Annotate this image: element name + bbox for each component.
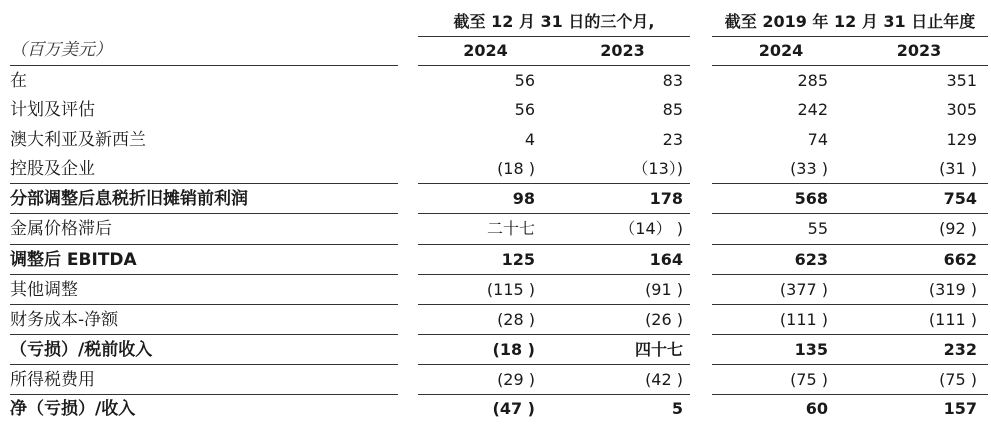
table-row <box>0 214 991 244</box>
cell-q-2024: 98 <box>512 189 535 208</box>
table-row <box>0 95 991 125</box>
table-row <box>0 154 991 184</box>
cell-fy-2024: 285 <box>797 71 828 90</box>
table-row <box>0 305 991 335</box>
cell-fy-2024: 568 <box>794 189 828 208</box>
row-label: 调整后 EBITDA <box>10 250 137 270</box>
cell-q-2023: 23 <box>662 130 683 149</box>
cell-q-2023: 四十七 <box>634 340 683 359</box>
table-row-subtotal <box>0 184 991 214</box>
row-label: 澳大利亚及新西兰 <box>10 130 146 150</box>
row-label: 金属价格滞后 <box>10 219 112 239</box>
cell-fy-2024: 55 <box>807 219 828 238</box>
cell-q-2023: 5 <box>671 399 683 418</box>
cell-fy-2024: (75 ) <box>790 370 828 389</box>
row-label: 所得税费用 <box>10 370 95 390</box>
row-label: 控股及企业 <box>10 159 95 179</box>
cell-fy-2023: (319 ) <box>928 280 977 299</box>
header-group-divider-2 <box>712 36 988 37</box>
cell-fy-2023: 662 <box>943 250 977 269</box>
row-label: 分部调整后息税折旧摊销前利润 <box>10 189 248 209</box>
cell-q-2023: 85 <box>662 100 683 119</box>
cell-fy-2024: 74 <box>807 130 828 149</box>
cell-q-2023: 178 <box>649 189 683 208</box>
cell-fy-2024: 60 <box>805 399 828 418</box>
header-group-full-year: 截至 2019 年 12 月 31 日止年度 <box>724 12 976 31</box>
cell-fy-2023: (111 ) <box>928 310 977 329</box>
cell-fy-2024: 135 <box>794 340 828 359</box>
cell-fy-2024: (377 ) <box>779 280 828 299</box>
table-row <box>0 66 991 96</box>
cell-fy-2024: 242 <box>797 100 828 119</box>
year-header-fy-2023: 2023 <box>896 41 942 60</box>
cell-q-2023: 164 <box>649 250 683 269</box>
cell-q-2024: 二十七 <box>486 219 535 238</box>
cell-q-2024: 125 <box>501 250 535 269</box>
cell-q-2024: 4 <box>524 130 535 149</box>
table-row-total <box>0 394 991 424</box>
cell-q-2023: (91 ) <box>645 280 683 299</box>
cell-fy-2023: (31 ) <box>939 159 977 178</box>
cell-fy-2023: 305 <box>946 100 977 119</box>
cell-fy-2023: 754 <box>943 189 977 208</box>
year-header-q-2023: 2023 <box>600 41 645 60</box>
cell-q-2024: 56 <box>514 100 535 119</box>
year-header-q-2024: 2024 <box>463 41 508 60</box>
year-header-fy-2024: 2024 <box>758 41 804 60</box>
header-group-divider-1 <box>418 36 690 37</box>
row-label: 在 <box>10 71 27 91</box>
cell-q-2024: (29 ) <box>497 370 535 389</box>
header-group-three-months: 截至 12 月 31 日的三个月, <box>453 12 655 31</box>
cell-q-2024: (47 ) <box>492 399 535 418</box>
cell-fy-2023: (75 ) <box>939 370 977 389</box>
cell-q-2023: （13）) <box>632 159 683 178</box>
table-row-subtotal <box>0 245 991 275</box>
cell-q-2024: 56 <box>514 71 535 90</box>
table-row <box>0 125 991 155</box>
row-label: 财务成本-净额 <box>10 310 119 330</box>
cell-fy-2023: 129 <box>946 130 977 149</box>
cell-q-2024: (18 ) <box>497 159 535 178</box>
cell-q-2023: (26 ) <box>645 310 683 329</box>
unit-label: （百万美元） <box>10 40 112 60</box>
cell-q-2024: (18 ) <box>492 340 535 359</box>
row-label: 其他调整 <box>10 280 78 300</box>
cell-fy-2024: 623 <box>794 250 828 269</box>
cell-q-2023: （14） ) <box>619 219 683 238</box>
row-label: （亏损）/税前收入 <box>10 340 153 360</box>
row-label: 净（亏损）/收入 <box>10 399 136 419</box>
table-row <box>0 365 991 395</box>
cell-fy-2024: (111 ) <box>779 310 828 329</box>
cell-fy-2023: (92 ) <box>939 219 977 238</box>
table-row-subtotal <box>0 335 991 365</box>
cell-fy-2024: (33 ) <box>790 159 828 178</box>
cell-q-2023: (42 ) <box>645 370 683 389</box>
cell-fy-2023: 351 <box>946 71 977 90</box>
cell-q-2024: (115 ) <box>486 280 535 299</box>
cell-fy-2023: 232 <box>943 340 977 359</box>
cell-q-2024: (28 ) <box>497 310 535 329</box>
table-row <box>0 275 991 305</box>
cell-fy-2023: 157 <box>943 399 977 418</box>
cell-q-2023: 83 <box>662 71 683 90</box>
row-label: 计划及评估 <box>10 100 95 120</box>
